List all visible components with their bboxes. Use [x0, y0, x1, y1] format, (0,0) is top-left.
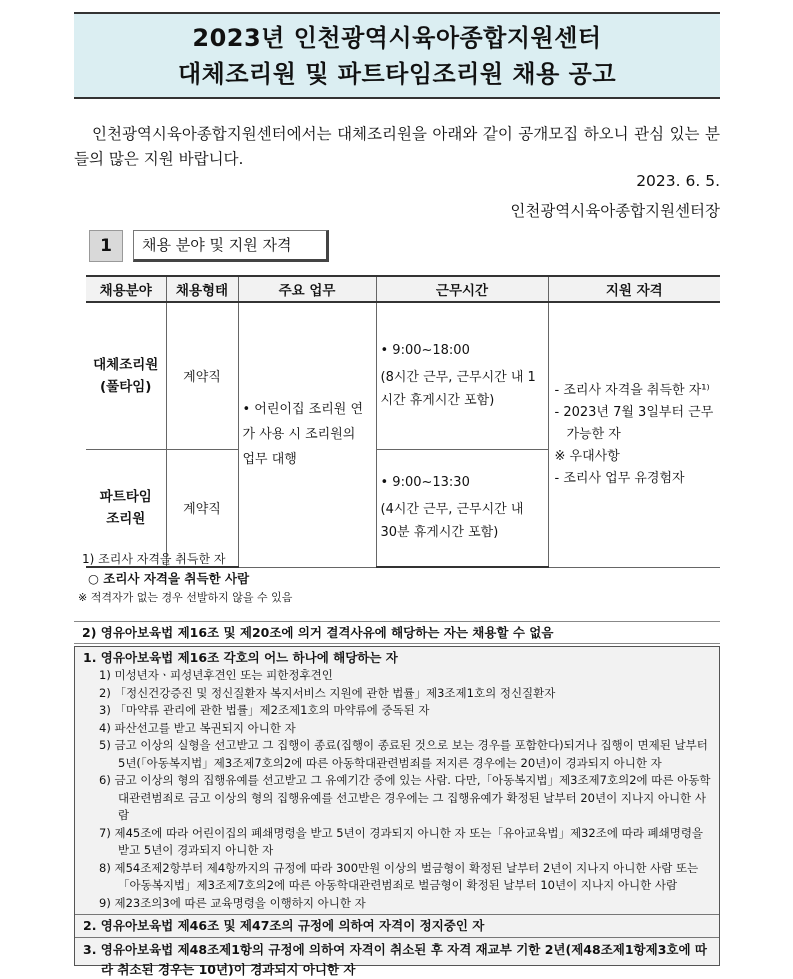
list-item: 5) 금고 이상의 실형을 선고받고 그 집행이 종료(집행이 종료된 것으로 보는 경우를 포함한다)되거나 집행이 면제된 날부터 5년(「아동복지법」제3조제7호의2에 따른 아동학대관련범죄를 저지른 경우에는 20년)이 경과되지 아니한 자 — [99, 738, 708, 770]
intro-text: 인천광역시육아종합지원센터에서는 대체조리원을 아래와 같이 공개모집 하오니 관심 있는 분들의 많은 지원 바랍니다. — [74, 125, 720, 168]
disqualification-heading: 2) 영유아보육법 제16조 및 제20조에 의거 결격사유에 해당하는 자는 채용할 수 없음 — [74, 621, 720, 644]
field-line: 파트타임 — [99, 488, 152, 505]
qualification-item: - 조리사 자격을 취득한 자¹⁾ — [554, 382, 710, 398]
table-row — [86, 302, 720, 449]
header-hours: 근무시간 — [376, 276, 548, 302]
disq-section-title: 1. 영유아보육법 제16조 각호의 어느 하나에 해당하는 자 — [83, 650, 398, 665]
title-line-1: 2023년 인천광역시육아종합지원센터 — [192, 24, 602, 52]
qualification-cell — [548, 302, 720, 567]
footnote-detail: ○ 조리사 자격을 취득한 사람 — [88, 571, 250, 586]
recruitment-table — [86, 275, 720, 568]
table-header-row — [86, 276, 720, 302]
notes-block — [78, 550, 293, 607]
field-line: (풀타임) — [100, 378, 152, 395]
duty-cell: • 어린이집 조리원 연가 사용 시 조리원의 업무 대행 — [238, 302, 376, 567]
disqualification-box — [74, 646, 720, 977]
intro-paragraph — [74, 122, 720, 172]
divider — [75, 937, 719, 938]
section-number: 1 — [89, 230, 123, 262]
issuer-name: 인천광역시육아종합지원센터장 — [510, 202, 720, 220]
type-cell: 계약직 — [166, 302, 238, 449]
list-item: 2) 「정신건강증진 및 정신질환자 복지서비스 지원에 관한 법률」제3조제1호의 정신질환자 — [99, 685, 556, 700]
list-item: 1) 미성년자ㆍ피성년후견인 또는 피한정후견인 — [99, 668, 333, 682]
disq-section-title: 2. 영유아보육법 제46조 및 제47조의 규정에 의하여 자격이 정지중인 자 — [83, 918, 485, 933]
list-item: 4) 파산선고를 받고 복권되지 아니한 자 — [99, 720, 296, 735]
qualification-item: - 2023년 7월 3일부터 근무 가능한 자 — [554, 404, 714, 442]
remark: ※ 적격자가 없는 경우 선발하지 않을 수 있음 — [78, 591, 293, 604]
field-cell — [86, 302, 166, 449]
disq-section-title: 3. 영유아보육법 제48조제1항의 규정에 의하여 자격이 취소된 후 자격 재교부 기한 2년(제48조제1항제3호에 따라 취소된 경우는 10년)이 경과되지 아니한 자 — [83, 942, 707, 977]
section-title: 채용 분야 및 지원 자격 — [133, 230, 329, 262]
hours-time: • 9:00~18:00 — [380, 343, 470, 359]
header-field: 채용분야 — [86, 276, 166, 302]
hours-note: (8시간 근무, 근무시간 내 1시간 휴게시간 포함) — [380, 370, 536, 409]
list-item: 7) 제45조에 따라 어린이집의 폐쇄명령을 받고 5년이 경과되지 아니한 자 또는「유아교육법」제32조에 따라 폐쇄명령을 받고 5년이 경과되지 아니한 자 — [99, 825, 704, 857]
list-item: 8) 제54조제2항부터 제4항까지의 규정에 따라 300만원 이상의 벌금형이 확정된 날부터 2년이 지나지 아니한 사람 또는「아동복지법」제3조제7호의2에 따른 아동학대관련범죄로 벌금형이 확정된 날부터 10년이 지나지 아니한 사람 — [99, 860, 699, 892]
announcement-date: 2023. 6. 5. — [636, 172, 720, 190]
hours-cell — [376, 302, 548, 449]
type-cell: 계약직 — [166, 449, 238, 567]
list-item: 3) 「마약류 관리에 관한 법률」제2조제1호의 마약류에 중독된 자 — [99, 703, 430, 717]
field-line: 조리원 — [106, 510, 146, 527]
header-qualification: 지원 자격 — [548, 276, 720, 302]
title-box — [74, 12, 720, 99]
hours-note: (4시간 근무, 근무시간 내 30분 휴게시간 포함) — [380, 502, 524, 541]
header-duty: 주요 업무 — [238, 276, 376, 302]
hours-time: • 9:00~13:30 — [380, 475, 470, 491]
list-item: 9) 제23조의3에 따른 교육명령을 이행하지 아니한 자 — [99, 895, 366, 910]
header-type: 채용형태 — [166, 276, 238, 302]
hours-cell — [376, 449, 548, 567]
field-line: 대체조리원 — [93, 356, 159, 373]
list-item: 6) 금고 이상의 형의 집행유예를 선고받고 그 유예기간 중에 있는 사람. 다만,「아동복지법」제3조제7호의2에 따른 아동학대관련범죄로 금고 이상의 형의 집행유예를 선고받은 경우에는 그 집행유예가 확정된 날부터 20년이 지나지 아니한 사람 — [99, 773, 711, 822]
divider — [75, 914, 719, 915]
qualification-item: - 조리사 업무 유경험자 — [554, 470, 685, 486]
footnote: 1) 조리사 자격을 취득한 자 — [82, 552, 226, 566]
qualification-item: ※ 우대사항 — [554, 448, 620, 464]
title-line-2: 대체조리원 및 파트타임조리원 채용 공고 — [177, 60, 617, 88]
